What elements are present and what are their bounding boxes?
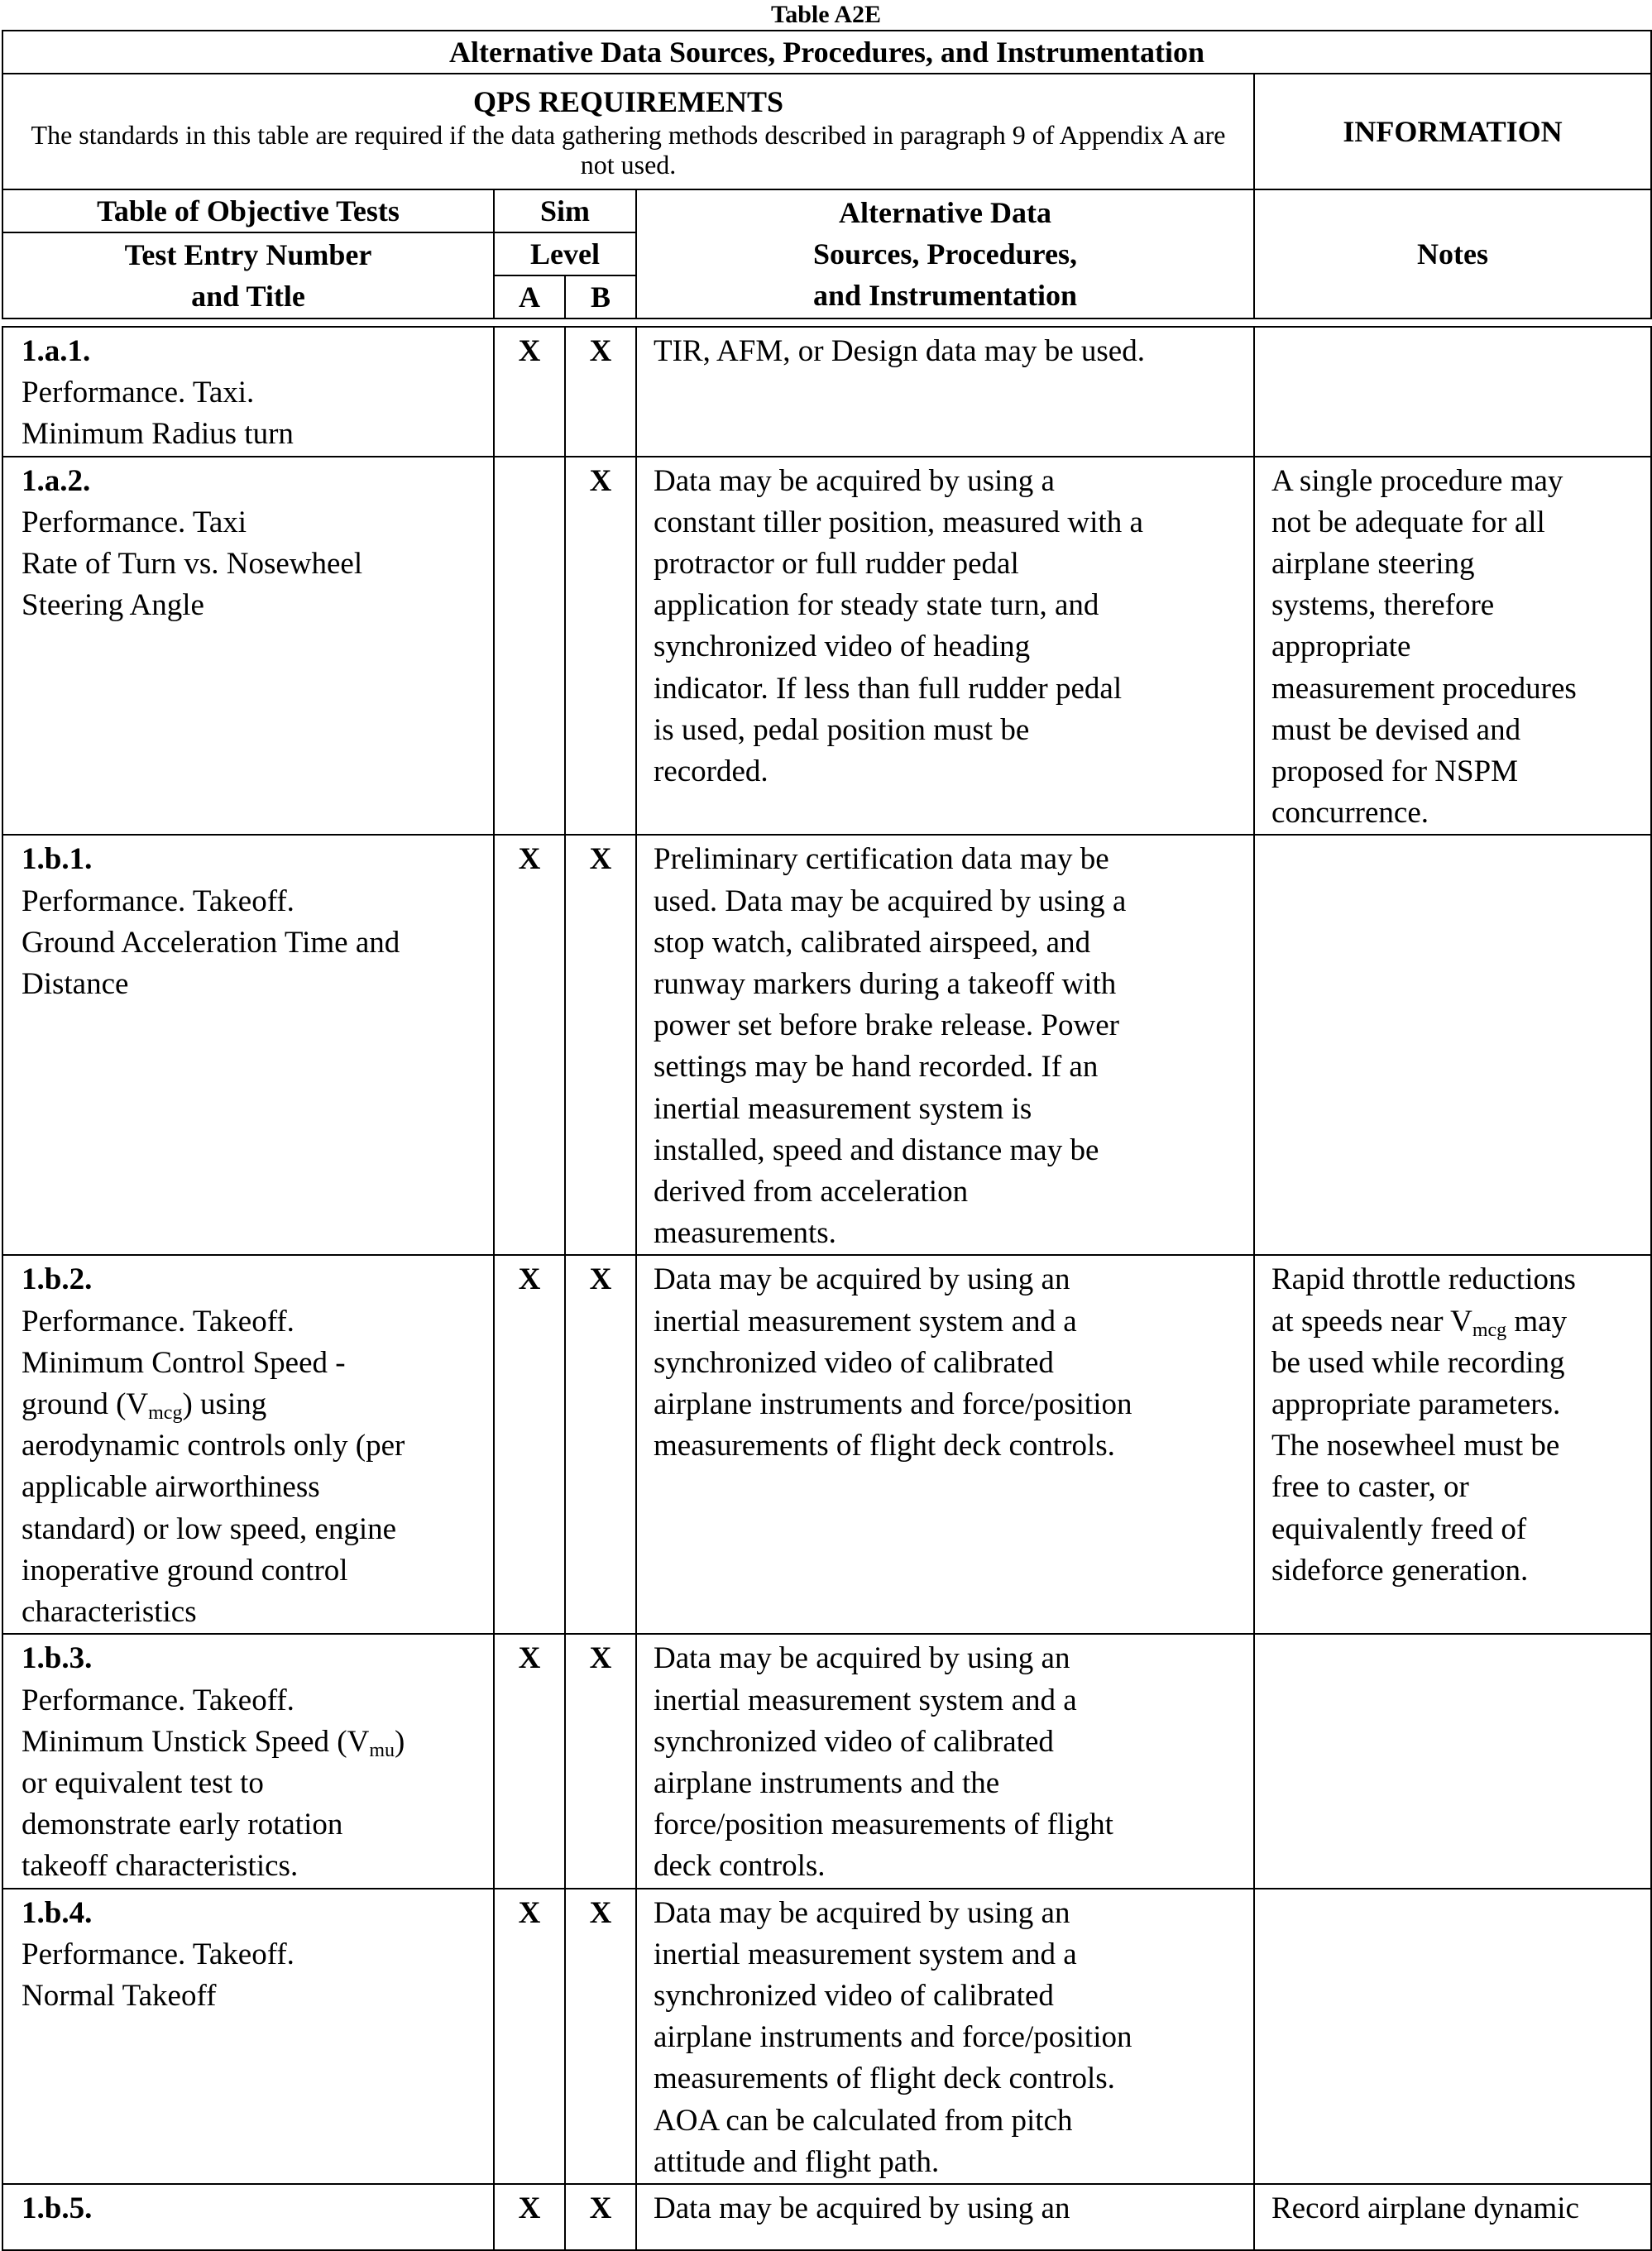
note-text-line: not be adequate for all: [1271, 505, 1545, 539]
alternative-text-line: measurements of flight deck controls.: [654, 2062, 1115, 2096]
alternative-text-line: synchronized video of heading: [654, 630, 1031, 664]
test-entry-number: 1.b.4.: [22, 1895, 93, 1930]
column-heading-tests: [2, 232, 494, 318]
table-row: [2, 1634, 1651, 1888]
level-b-mark: X: [565, 327, 636, 457]
test-entry-cell: [2, 1255, 494, 1634]
level-b-mark: X: [565, 2184, 636, 2250]
test-entry-number: 1.b.2.: [22, 1262, 93, 1297]
test-title-line: demonstrate early rotation: [22, 1808, 343, 1842]
alternative-text-line: constant tiller position, measured with a: [654, 505, 1143, 539]
notes-cell: [1254, 457, 1651, 836]
note-text-line: measurement procedures: [1271, 671, 1577, 706]
level-a-mark: X: [494, 1255, 565, 1634]
test-title-line: applicable airworthiness: [22, 1470, 320, 1505]
note-text-line: Rapid throttle reductions: [1271, 1262, 1576, 1297]
table-header: [2, 30, 1652, 319]
alternative-text-line: airplane instruments and force/position: [654, 1387, 1132, 1422]
level-a-mark: X: [494, 1634, 565, 1888]
test-title-line: Performance. Takeoff.: [22, 884, 294, 918]
alternative-text-line: force/position measurements of flight: [654, 1808, 1113, 1842]
note-text-line: appropriate: [1271, 630, 1411, 664]
note-text-line: proposed for NSPM: [1271, 754, 1519, 789]
alternative-text-line: AOA can be calculated from pitch: [654, 2103, 1073, 2138]
alternative-text-line: airplane instruments and the: [654, 1765, 1000, 1800]
test-entry-number: 1.b.5.: [22, 2191, 93, 2225]
test-title-line: Steering Angle: [22, 588, 204, 623]
note-text-line: A single procedure may: [1271, 463, 1563, 498]
alternative-sources-cell: [636, 835, 1254, 1255]
note-text-line: equivalently freed of: [1271, 1511, 1527, 1546]
level-a-mark: X: [494, 2184, 565, 2250]
test-entry-cell: [2, 457, 494, 836]
test-entry-number: 1.a.1.: [22, 334, 91, 368]
alternative-text-line: synchronized video of calibrated: [654, 1724, 1054, 1759]
level-a-heading: A: [494, 275, 565, 318]
level-b-mark: X: [565, 1889, 636, 2184]
alternative-text-line: Data may be acquired by using an: [654, 1641, 1070, 1676]
test-title-line: Performance. Takeoff.: [22, 1304, 294, 1339]
table-row: [2, 835, 1651, 1255]
note-text-line: systems, therefore: [1271, 588, 1495, 623]
note-text-line: free to caster, or: [1271, 1470, 1469, 1505]
test-title-line: aerodynamic controls only (per: [22, 1429, 405, 1463]
alternative-text-line: Data may be acquired by using an: [654, 2191, 1070, 2225]
notes-cell: [1254, 835, 1651, 1255]
note-text-line: Record airplane dynamic: [1271, 2191, 1579, 2225]
note-text-line: concurrence.: [1271, 796, 1429, 831]
level-a-mark: X: [494, 327, 565, 457]
test-title-line: Minimum Unstick Speed $(V_{mu})$: [22, 1724, 405, 1761]
alternative-text-line: attitude and flight path.: [654, 2144, 940, 2179]
alternative-text-line: derived from acceleration: [654, 1175, 969, 1209]
test-title-line: Minimum Control Speed -: [22, 1345, 346, 1380]
note-text-line: appropriate parameters.: [1271, 1387, 1561, 1422]
table-row: [2, 1889, 1651, 2184]
alternative-text-line: synchronized video of calibrated: [654, 1978, 1054, 2013]
qps-requirements-cell: [2, 74, 1254, 189]
alternative-text-line: deck controls.: [654, 1849, 826, 1884]
note-text-line: airplane steering: [1271, 547, 1475, 582]
alternative-text-line: indicator. If less than full rudder pedal: [654, 671, 1123, 706]
column-heading-alternative: [636, 189, 1254, 318]
alt-heading-line-1: Alternative Data: [839, 196, 1051, 229]
alternative-text-line: synchronized video of calibrated: [654, 1345, 1054, 1380]
alternative-text-line: installed, speed and distance may be: [654, 1133, 1099, 1167]
notes-cell: [1254, 1889, 1651, 2184]
column-heading-tests-line-1: Table of Objective Tests: [2, 189, 494, 232]
level-b-mark: X: [565, 1634, 636, 1888]
qps-title: QPS REQUIREMENTS: [472, 85, 784, 118]
alternative-text-line: recorded.: [654, 754, 769, 789]
column-heading-sim: Sim: [494, 189, 636, 232]
alternative-text-line: application for steady state turn, and: [654, 588, 1099, 623]
note-text-line: sideforce generation.: [1271, 1553, 1529, 1588]
level-a-mark: [494, 457, 565, 836]
objective-tests-table: [2, 326, 1652, 2251]
test-title-line: Performance. Takeoff.: [22, 1683, 294, 1717]
alt-heading-line-3: and Instrumentation: [812, 279, 1078, 312]
level-b-mark: X: [565, 457, 636, 836]
test-title-line: Ground Acceleration Time and: [22, 925, 400, 960]
alternative-sources-cell: [636, 457, 1254, 836]
notes-cell: [1254, 1255, 1651, 1634]
test-title-line: takeoff characteristics.: [22, 1849, 299, 1884]
test-entry-cell: [2, 1889, 494, 2184]
qps-description: The standards in this table are required if the data gathering methods described in paragraph 9 of Appendix A are not used.: [31, 120, 1226, 180]
level-b-heading: B: [565, 275, 636, 318]
notes-cell: [1254, 1634, 1651, 1888]
note-text-line: The nosewheel must be: [1271, 1429, 1560, 1463]
note-text-line: be used while recording: [1271, 1345, 1565, 1380]
test-title-line: or equivalent test to: [22, 1765, 264, 1800]
alternative-text-line: measurements.: [654, 1216, 836, 1251]
alternative-text-line: settings may be hand recorded. If an: [654, 1050, 1099, 1085]
alternative-text-line: Data may be acquired by using an: [654, 1262, 1070, 1297]
test-entry-cell: [2, 327, 494, 457]
test-title-line: Normal Takeoff: [22, 1978, 217, 2013]
test-title-line: Rate of Turn vs. Nosewheel: [22, 547, 363, 582]
alternative-sources-cell: [636, 1889, 1254, 2184]
test-title-line: characteristics: [22, 1595, 197, 1630]
alternative-text-line: power set before brake release. Power: [654, 1008, 1119, 1043]
alternative-text-line: TIR, AFM, or Design data may be used.: [654, 334, 1145, 368]
alternative-text-line: inertial measurement system and a: [654, 1937, 1077, 1971]
alternative-text-line: airplane instruments and force/position: [654, 2020, 1132, 2055]
test-entry-cell: [2, 1634, 494, 1888]
tests-heading-line-2: Test Entry Number: [124, 238, 372, 271]
table-row: [2, 327, 1651, 457]
level-a-mark: X: [494, 1889, 565, 2184]
information-heading: INFORMATION: [1254, 74, 1651, 189]
test-entry-number: 1.b.1.: [22, 842, 93, 877]
alternative-text-line: runway markers during a takeoff with: [654, 967, 1117, 1002]
table-title: Alternative Data Sources, Procedures, and Instrumentation: [2, 31, 1651, 74]
test-title-line: Performance. Takeoff.: [22, 1937, 294, 1971]
alternative-text-line: protractor or full rudder pedal: [654, 547, 1019, 582]
test-title-line: Distance: [22, 967, 129, 1002]
test-title-line: standard) or low speed, engine: [22, 1511, 397, 1546]
note-text-line: at speeds near $V_{mcg}$ may: [1271, 1304, 1568, 1341]
alternative-text-line: inertial measurement system is: [654, 1091, 1032, 1126]
level-b-mark: X: [565, 835, 636, 1255]
table-body: [2, 327, 1651, 2250]
alternative-text-line: inertial measurement system and a: [654, 1304, 1077, 1339]
test-entry-number: 1.a.2.: [22, 463, 91, 498]
table-row: [2, 457, 1651, 836]
test-title-line: Performance. Taxi.: [22, 376, 255, 410]
test-title-line: ground $(V_{mcg})$ using: [22, 1387, 267, 1425]
test-entry-number: 1.b.3.: [22, 1641, 93, 1676]
alternative-sources-cell: [636, 2184, 1254, 2250]
tests-heading-line-3: and Title: [191, 280, 305, 313]
notes-cell: [1254, 327, 1651, 457]
alt-heading-line-2: Sources, Procedures,: [813, 237, 1077, 271]
test-title-line: Minimum Radius turn: [22, 417, 294, 452]
alternative-text-line: Preliminary certification data may be: [654, 842, 1109, 877]
test-entry-cell: [2, 2184, 494, 2250]
alternative-sources-cell: [636, 1255, 1254, 1634]
column-heading-notes: Notes: [1254, 189, 1651, 318]
test-title-line: inoperative ground control: [22, 1553, 348, 1588]
level-a-mark: X: [494, 835, 565, 1255]
table-caption: Table A2E: [770, 1, 882, 28]
alternative-text-line: Data may be acquired by using an: [654, 1895, 1070, 1930]
notes-cell: [1254, 2184, 1651, 2250]
note-text-line: must be devised and: [1271, 712, 1521, 747]
alternative-sources-cell: [636, 327, 1254, 457]
alternative-text-line: stop watch, calibrated airspeed, and: [654, 925, 1091, 960]
table-row: [2, 2184, 1651, 2250]
alternative-text-line: is used, pedal position must be: [654, 712, 1030, 747]
test-title-line: Performance. Taxi: [22, 505, 247, 539]
test-entry-cell: [2, 835, 494, 1255]
alternative-text-line: Data may be acquired by using a: [654, 463, 1055, 498]
alternative-text-line: measurements of flight deck controls.: [654, 1429, 1115, 1463]
alternative-text-line: used. Data may be acquired by using a: [654, 884, 1127, 918]
table-row: [2, 1255, 1651, 1634]
level-b-mark: X: [565, 1255, 636, 1634]
column-heading-level: Level: [494, 232, 636, 275]
alternative-sources-cell: [636, 1634, 1254, 1888]
alternative-text-line: inertial measurement system and a: [654, 1683, 1077, 1717]
